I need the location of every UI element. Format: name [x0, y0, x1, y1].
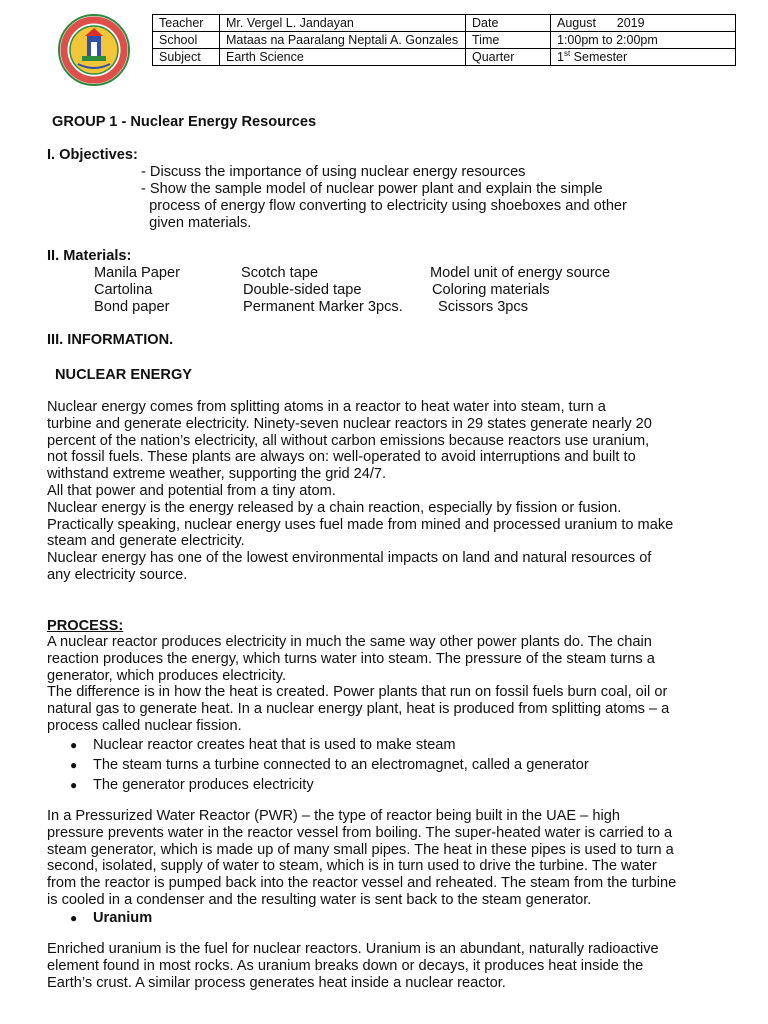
bullet-text: Nuclear reactor creates heat that is used to make steam	[93, 737, 456, 753]
text-line: percent of the nation’s electricity, all without carbon emissions because reactors use uranium,	[47, 432, 650, 449]
bullet-icon: ●	[70, 758, 78, 772]
text-line: steam and generate electricity.	[47, 533, 245, 550]
material-item: Double-sided tape	[243, 282, 362, 298]
bullet-text: The steam turns a turbine connected to an electromagnet, called a generator	[93, 757, 589, 773]
text-line: steam generator, which is made up of many small pipes. The heat in these pipes is used to turn a	[47, 841, 674, 858]
header-row	[153, 15, 736, 32]
text-line: All that power and potential from a tiny atom.	[47, 482, 336, 499]
text-line: reaction produces the energy, which turns water into steam. The pressure of the steam turns a	[47, 650, 655, 667]
objective-line: process of energy flow converting to electricity using shoeboxes and other	[141, 198, 627, 214]
header-label: Date	[466, 15, 551, 32]
information-heading: III. INFORMATION.	[47, 332, 174, 348]
materials-heading: II. Materials:	[47, 248, 132, 264]
header-value: 1:00pm to 2:00pm	[551, 32, 736, 49]
process-paragraph	[47, 634, 669, 735]
text-line: Nuclear energy has one of the lowest environmental impacts on land and natural resources of	[47, 550, 652, 567]
material-item: Scotch tape	[241, 265, 319, 281]
header-value: August 2019	[551, 15, 736, 32]
header-row	[153, 32, 736, 49]
text-line: A nuclear reactor produces electricity in much the same way other power plants do. The chain	[47, 634, 652, 650]
bullet-text: The generator produces electricity	[93, 777, 314, 793]
material-item: Coloring materials	[432, 282, 550, 298]
process-bullet-list	[70, 735, 589, 795]
text-line: In a Pressurized Water Reactor (PWR) – the type of reactor being built in the UAE – high	[47, 808, 620, 824]
text-line: process called nuclear fission.	[47, 717, 242, 734]
bullet-icon: ●	[70, 911, 78, 925]
nuclear-energy-subheading: NUCLEAR ENERGY	[55, 367, 193, 383]
header-label: Time	[466, 32, 551, 49]
material-item: Manila Paper	[94, 265, 180, 281]
text-line: natural gas to generate heat. In a nuclear energy plant, heat is produced from splitting atoms – a	[47, 701, 670, 718]
quarter-label: Semester	[570, 50, 628, 64]
text-line: Earth’s crust. A similar process generates heat inside a nuclear reactor.	[47, 974, 506, 991]
text-line: pressure prevents water in the reactor vessel from boiling. The super-heated water is carried to a	[47, 824, 673, 841]
text-line: element found in most rocks. As uranium breaks down or decays, it produces heat inside the	[47, 957, 644, 974]
quarter-number: 1	[557, 50, 564, 64]
header-value: Earth Science	[220, 49, 466, 66]
text-line: Nuclear energy is the energy released by a chain reaction, especially by fission or fusion.	[47, 499, 622, 516]
uranium-bullet-list	[70, 908, 152, 928]
list-item	[70, 908, 152, 928]
header-label: Subject	[153, 49, 220, 66]
material-item: Bond paper	[94, 299, 170, 315]
header-value	[551, 49, 736, 66]
list-item	[70, 735, 589, 755]
text-line: generator, which produces electricity.	[47, 667, 287, 684]
header-label: Teacher	[153, 15, 220, 32]
header-value: Mataas na Paaralang Neptali A. Gonzales	[220, 32, 466, 49]
page-title: GROUP 1 - Nuclear Energy Resources	[52, 114, 317, 130]
text-line: any electricity source.	[47, 566, 188, 583]
bullet-icon: ●	[70, 738, 78, 752]
text-line: Enriched uranium is the fuel for nuclear reactors. Uranium is an abundant, naturally radioactive	[47, 941, 659, 957]
text-line: withstand extreme weather, supporting the grid 24/7.	[47, 466, 387, 483]
lesson-header-table	[152, 14, 736, 66]
material-item: Permanent Marker 3pcs.	[243, 299, 403, 315]
bullet-icon: ●	[70, 778, 78, 792]
objective-line: - Show the sample model of nuclear power plant and explain the simple	[141, 181, 603, 197]
text-line: Practically speaking, nuclear energy uses fuel made from mined and processed uranium to make	[47, 516, 674, 533]
header-row	[153, 49, 736, 66]
list-item	[70, 775, 589, 795]
text-line: Nuclear energy comes from splitting atoms in a reactor to heat water into steam, turn a	[47, 399, 606, 415]
bullet-text: Uranium	[93, 910, 153, 926]
text-line: from the reactor is pumped back into the reactor vessel and reheated. The steam from the turbine	[47, 875, 677, 892]
list-item	[70, 755, 589, 775]
text-line: is cooled in a condenser and the resulting water is sent back to the steam generator.	[47, 891, 592, 908]
process-heading: PROCESS:	[47, 618, 124, 634]
text-line: turbine and generate electricity. Ninety-seven nuclear reactors in 29 states generate nearly 20	[47, 415, 652, 432]
material-item: Model unit of energy source	[430, 265, 611, 281]
information-paragraph	[47, 399, 673, 584]
uranium-paragraph	[47, 941, 659, 991]
header-label: School	[153, 32, 220, 49]
material-item: Scissors 3pcs	[438, 299, 529, 315]
header-value: Mr. Vergel L. Jandayan	[220, 15, 466, 32]
quarter-superscript: st	[563, 48, 571, 58]
text-line: second, isolated, supply of water to steam, which is in turn used to drive the turbine. The water	[47, 858, 657, 875]
school-logo-icon	[58, 14, 130, 86]
objectives-heading: I. Objectives:	[47, 147, 138, 163]
pwr-paragraph	[47, 808, 676, 909]
objective-line: - Discuss the importance of using nuclear energy resources	[141, 164, 526, 180]
objective-line: given materials.	[141, 215, 252, 231]
material-item: Cartolina	[94, 282, 153, 298]
header-label: Quarter	[466, 49, 551, 66]
text-line: not fossil fuels. These plants are always on: well-operated to avoid interruptions and built to	[47, 449, 636, 466]
text-line: The difference is in how the heat is created. Power plants that run on fossil fuels burn coal, oil or	[47, 684, 668, 701]
